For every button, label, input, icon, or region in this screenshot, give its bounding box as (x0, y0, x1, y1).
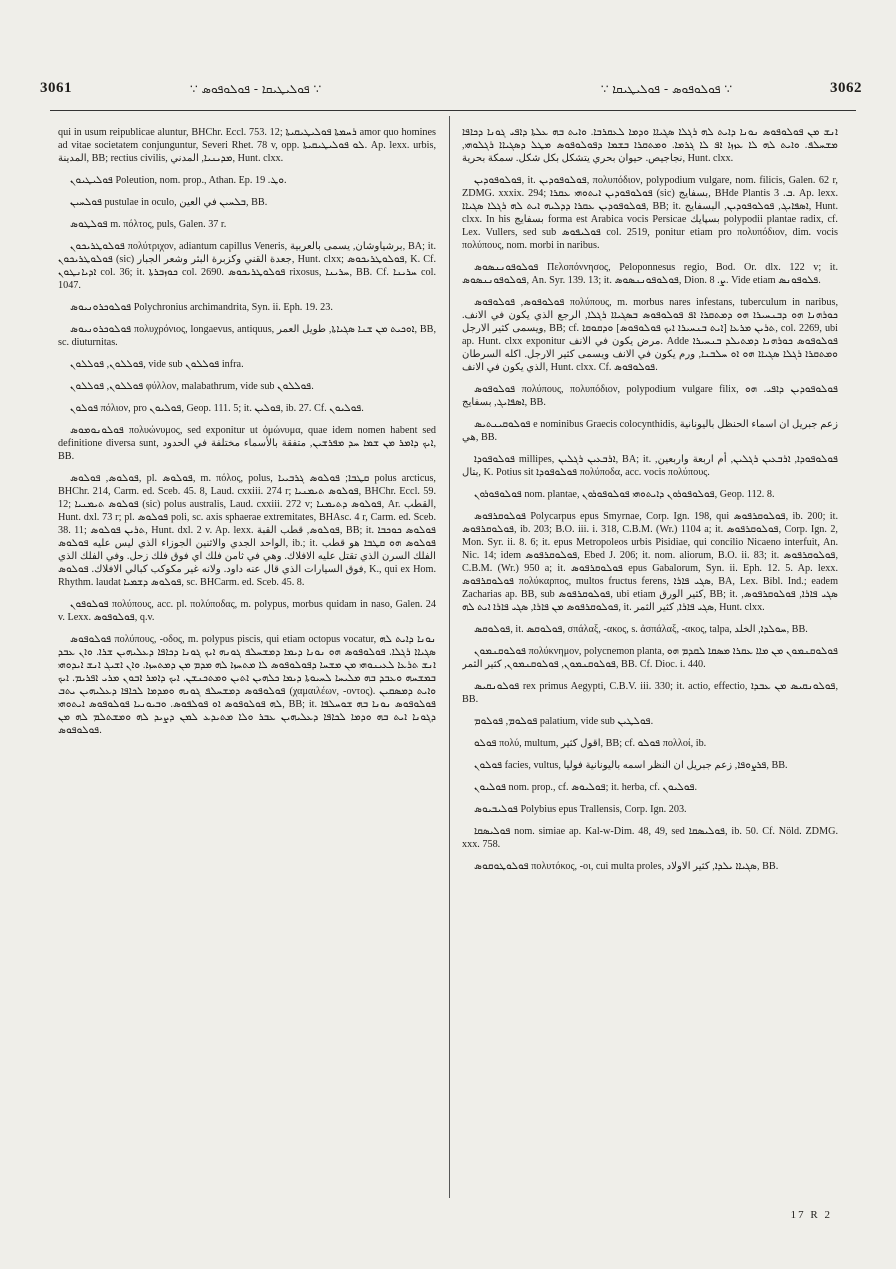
dictionary-entry: ܦܘܠܘܩܢܡܘܢ πολύκνημον, polycnemon planta, ܦܘܠܘܩܢܡܘܢ ܡܢ ܡܐܐ ܥܩܪܐ ܡܣܩܐ ܠܩܕܡ ܗܘ ܦܘܠܘܩܢܡܘܢ, ܦܘܠܘܩܢܡܘܢ, كثير الثمر, BB. Cf. Dioc. i. 440. (462, 646, 838, 670)
dictionary-entry: ܦܘܠܘܟܪܘܢܝܘܣ πολυχρόνιος, longaevus, antiquus, ܐܘܟܝܬ ܡܢ ܫܢܐ ܣܓܝܐܬܐ, طويل العمر, BB, sc. diuturnitas. (58, 324, 436, 348)
dictionary-entry: ܦܘܠܝܒܝܘܣ Polybius epus Trallensis, Corp. Ign. 203. (474, 804, 687, 815)
dictionary-entry: ܦܘܠܘܦܘܪܘܢ nom. plantae, ܦܘܠܘܦܘܪܘܢ ܕܐܝܬܘܗܝ ܦܘܠܘܦܘܪܘܢ, Geop. 112. 8. (474, 489, 775, 500)
dictionary-entry: ܦܘܠܘܦܘܣ, ܦܘܠܘܦܘܣ πολύπους, m. morbus nares infestans, tuberculum in naribus, ܟܘܪܗܢܐ ܗܘ ܕܒܢܚܝܪܐ ܗܘ ܕܡܬܩܪܐ ܐܦ ܦܘܠܘܦܘܣ ܒܣܓܝܐܐ ܪܓܠܐ, الرجع الذي يكون في الانف. ويسمى كثير الارجل, BB; cf. ܬܪܝܢ ܡܪܥܐ [ܐܝܬ ܒܢܚܝܪܐ ܐܝܟ ܦܘܠܘܦܘܣ] ܘܕܩܘܩܐ, col. 2269, ubi ap. Hunt. clxx exponitur مرض يكون في الانف. Adde ܦܘܠܘܦܘܣ ܟܘܪܗܢܐ ܕܡܬܝܠܕ ܒܢܚܝܪܐ ܘܡܬܩܪܐ ܪܓܠܐ ܣܓܝܐܐ ܗܘ ܐܘ ܚܠܒܢܐ, ورم يكون في الانف ويسمى كثير الارجل. اكله السرطان الذي يكون في الانف, Hunt. clxx. Cf. ܦܘܠܘܦܘܣ. (462, 297, 838, 373)
right-column (462, 126, 838, 1226)
dictionary-entry: ܦܘܠܘܩܪܦܘܣ Polycarpus epus Smyrnae, Corp. Ign. 198, qui ܦܘܠܘܩܪܦܘܣ, ib. 200; it. ܦܘܠܘܩܪܦܘܣ, ib. 203; B.O. iii. i. 318, C.B.M. (Wr.) 1104 a; it. ܦܘܠܘܩܪܦܘܣ, Corp. Ign. 2, Mon. Syr. ii. 8. 6; it. epus Metropoleos urbis Pisidiae, qui concilio Nicaeno interfuit, An. Nic. 14; idem ܦܘܠܘܩܪܦܘܣ, Ebed J. 206; it. nom. aliorum, B.O. ii. 83; it. ܦܘܠܘܩܪܦܘܣ, C.B.M. (Wr.) 950 a; it. ܦܘܠܘܩܪܦܘܣ epus Gabalorum, Syn. ii. Eph. 12. 5. Ap. lexx. ܦܘܠܘܩܪܦܘܣ πολύκαρπος, multos fructus ferens, ܣܓܝ ܦܐܪܐ, BA, Lex. Bibl. Ind.; eadem Zacharias ap. BB, sub ܦܘܠܘܩܪܦܘܣ, ubi etiam كثير الورق, BB; it. ܣܓܝ ܦܐܪܐ, ܦܘܠܘܩܪܦܘܣ, ܦܘܠܘܩܪܦܘܣ ܡܢ ܦܐܪܐ, ܣܓܝ ܦܐܪܐ ܐܝܬ ܠܗ, it. ܣܓܝ ܦܐܪܐ, كثير الثمر, Hunt. clxx. (462, 511, 838, 613)
dictionary-entry: qui in usum reipublicae aluntur, BHChr. Eccl. 753. 12; ܪܚܡܬܐ ܦܘܠܝܛܝܩܝܬܐ amor quo homines ad vitae societatem conjunguntur, Severi Rhet. 78 v, opp. ܠܘ ܦܘܠܝܛܝܩܝܬܐ. Ap. lexx. urbis, المدينة, BB; rectius civilis, ܡܕܝܢܝܐ, المدني, Hunt. clxx. (58, 127, 436, 164)
dictionary-entry: ܦܘܠܚܝܢ pustulae in oculo, ܒܠܚܝܢ في العين, BB. (70, 197, 268, 208)
dictionary-entry: ܦܘܠܘܩܝܢܬܝܣ e nominibus Graecis colocynthidis, زعم جبريل ان اسماء الحنظل باليونانية هي, BB. (462, 419, 838, 443)
dictionary-entry: ܦܘܠܘܩܣ, it. ܦܘܠܘܩܣ, σπάλαξ, -ακος, s. ἀσπάλαξ, -ακος, talpa, ܚܘܠܕܐ, الخلد, BB. (474, 624, 808, 635)
dictionary-entry: ܐܢܫ ܡܢ ܦܘܠܘܦܘܣ ܢܘܢܐ ܕܐܝܬ ܠܗ ܪܓܠܐ ܣܓܝܐܐ ܘܕܡܐ ܠܥܩܪܒܐ. ܘܐܝܬ ܒܗ ܥܠܬܐ ܕܐܦܝ ܓܘܢܐ ܕܟܐܦܐ ܡܫܚܠܦ. ܘܐܝܬ ܠܗ ܠܐ ܥܙܙܐ ܐܦ ܠܐ ܓܪܡܐ. ܘܡܬܩܪܐ ܒܫܡܐ ܕܦܘܠܘܦܘܣ ܡܛܠ ܕܣܓܝܐܐ ܪܓܠܘܗܝ, نجاجيص. حيوان بحري يتشكل بكل شكل. سمكة بحرية, Hunt. clxx. (462, 127, 838, 164)
dictionary-entry: ܦܘܠܘܛܘܩܘܣ πολυτόκος, -οι, cui multa proles, ܣܓܝܐܐ ܝܠܕܐ, كثير الاولاد, BB. (474, 861, 779, 872)
dictionary-entry: ܦܘܠܘܦܘܣ πολύπους, πολυπόδιον, polypodium vulgare filix, ܦܘܠܘܦܘܕܝܢ ܕܐܦܝ. ܗܘ ܐܣܦܐܝܓ, بسفايج, BB. (462, 384, 838, 408)
dictionary-entry: ܦܘܠܝܛܝܘܢ Poleution, nom. prop., Athan. Ep. ܘܛ. 19. (70, 175, 287, 186)
dictionary-entry: ܦܘܠܝܘܢ nom. prop., cf. ܦܘܠܝܘܣ; it. herba, cf. ܦܘܠܝܘܢ. (474, 782, 698, 793)
dictionary-entry: ܦܘܠܘܣ, ܦܘܠܘܣ, pl. ܦܘܠܘܣ, m. πόλος, polus, ܩܛܒܐ; ܦܘܠܘܣ ܓܪܒܝܝܐ polus arcticus, BHChr. 214, Carm. ed. Sceb. 45. 8, Laud. cxxiii. 274 r; ܦܘܠܘܣ ܬܝܡܢܝܐ, BHChr. Eccl. 59. 12; ܦܘܠܘܣ ܬܝܡܢܝܐ (sic) polus australis, Laud. cxxiii. 272 v; ܦܘܠܘܣ ܕܬܝܡܢܐ, Ar. القطب, Hunt. dxl. 73 r; pl. ܦܘܠܘܣ poli, sc. axis sphaerae extremitates, BHAsc. 4 r, Carm. ed. Sceb. 38. 11; ܬܪܝܢ ܦܘܠܘܣ, Hunt. dxl. 2 v. Ap. lexx. ܦܘܠܘܣ, قطب القبة, BB; it. ܦܘܠܘܣ ܟܘܟܒܐ الواحد الجدي والاثنين الجوزاء الذي ليس عليه ܦܘܠܘܣ, ib.; it. ܦܘܠܘܣ ܗܘ ܩܛܒܐ هو قطب الفلك السرن الذي تقتل عليه الافلاك. وهي في ثامن فلك اي فوق فلك زحل. وفي الفلك الذي فوق السيارات الذي قال عنه داود. ولانه غير مكوكب كبالي الافلاك. ܦܘܠܘܣ, K., qui ex Hom. Rhythm. laudat ܦܘܠܘܣ ܕܫܡܝܐ, sc. BHCarm. ed. Sceb. 45. 8. (58, 473, 436, 588)
left-column (58, 126, 436, 1226)
dictionary-entry: ܦܘܠܘܛܪܝܟܘܢ πολύτριχον, adiantum capillus Veneris, برشياوشان, يسمى بالعربية, BA; it. ܦܘܠܘܛܪܝܟܘܢ (sic) جعدة القني وكزبرة البئر وشعر الجبار, Hunt. clxx; ܦܘܠܘܛܪܝܟܘܣ, K. Cf. ܐܕܝܐܢܛܘܢ col. 36; it. ܟܘܙܒܪܬܐ col. 2690. ܦܘܠܘܛܪܝܟܘܣ rixosus, ܚܪܝܢܐ, BB. Cf. ܚܪܝܢܐ col. 1047. (58, 241, 436, 291)
dictionary-entry: ܦܘܠܘܢܘܡܘܣ πολυώνυμος, sed exponitur ut ὁμώνυμα, quae idem nomen habent sed definitione diversa sunt, ܐܝܟ ܕܐܡܪ ܡܢ ܫܡܐ ܚܕ ܡܦܪܫܝܢ, متفقة بالأسماء مختلفة في الحدود, BB. (58, 425, 436, 462)
column-divider (449, 116, 450, 1198)
dictionary-entry: ܦܘܠܘܦܘܕܐ millipes, ܐܪܒܥܝܢ ܪܓܠܝܢ, BA; it. ܦܘܠܘܦܘܕܐ, ܐܪܒܥܝܢ ܪܓܠܝܢ, أم اربعة واربعين, بتال, K. Potius sit ܦܘܠܘܦܘܕܐ πολύποδα, acc. vocis πολύπους. (462, 454, 838, 478)
dictionary-entry: ܦܘܠܘܟܪܘܢܝܘܣ Polychronius archimandrita, Syn. ii. Eph. 19. 23. (70, 302, 333, 313)
left-page-number: 3061 (40, 80, 72, 96)
dictionary-entry: ܦܘܠܘܦܘܕܝܢ, it. ܦܘܠܘܦܘܕܝܢ, πολυπόδιον, polypodium vulgare, nom. filicis, Galen. 62 r, ZDMG. xxxix. 294; ܦܘܠܘܦܘܕܝܢ ܐܝܬܘܗܝ ܥܩܪܐ (sic) بسفايج, BHde Plantis ܒ. 3. Ap. lexx. ܦܘܠܘܦܘܕܝܢ ܥܩܪܐ ܕܕܠܝܗ ܐܝܬ ܠܗ ܪܓܠܐ ܣܓܝܐܐ, BB; it. ܐܣܦܐܝܓ, ܦܘܠܘܦܘܕܝܢ, البسفايج, Hunt. clxx. In his بسفايج forma est Arabica vocis Persicae بسپايك polypodii plantae radix, cf. Lex. Vullers, sed sub ܦܘܠܝܦܘܣ col. 2519, ponitur etiam pro πολυπόδιον, dim. vocis πολύπους, nom. morbi in naribus. (462, 175, 838, 251)
dictionary-entry: ܦܘܠܘܢܩܝܣ rex primus Aegypti, C.B.V. iii. 330; it. actio, effectio, ܦܘܠܘܢܩܝܣ ܡܢ ܥܒܕܐ, BB. (462, 681, 838, 705)
printer-signature: 17 R 2 (790, 1209, 832, 1221)
right-running-title: ∵ ܦܘܠܘܦܘܣ - ܦܘܠܝܛܝܩܐ ∵ (600, 82, 732, 96)
dictionary-entry: ܦܘܠܘ πολύ, multum, اقول كثير, BB; cf. ܦܘܠܘ πολλοί, ib. (474, 738, 707, 749)
page-header (40, 80, 862, 104)
dictionary-entry: ܦܘܠܘܦܘܣ πολύπους, -οδος, m. polypus piscis, qui etiam octopus vocatur, ܢܘܢܐ ܕܐܝܬ ܠܗ ܣܓܝܐܐ ܪܓܠܐ. ܦܘܠܘܦܘܣ ܗܘ ܢܘܢܐ ܕܝܡܐ ܕܡܫܚܠܦ ܓܘܢܗ ܐܝܟ ܓܘܢܐ ܕܟܐܦܐ ܕܥܠܝܗܝܢ ܫܪܐ. ܘܐܢ ܥܒܕ ܐܢܫ ܬܪܥܐ ܠܥܝܢܘܗܝ ܡܢ ܡܫܚܐ ܕܦܘܠܘܦܘܣ ܠܐ ܡܬܚܙܐ ܠܗ ܡܕܡ ܡܢ ܕܡܬܚܙܐ. ܘܐܢ ܐܫܝܓ ܐܢܫ ܐܝܕܘܗܝ ܒܡܫܚܗ ܘܥܒܕ ܒܗ ܡܠܝܚܐ ܠܚܝܘܬܐ ܕܝܡܐ ܟܠܗܝܢ ܐܬܝܢ ܘܡܬܟܢܫܢ. ܐܝܟ ܕܐܡܪ ܐܒܘܢ ܡܪܝ ܐܦܪܝܡ. ܐܝܟ ܦܘܠܘܦܘܣ ܕܡܫܚܠܦ ܓܘܢܗ ܘܡܕܡܐ ܠܟܐܦܐ ܕܥܠܝܗܝܢ ܝܬܒ (χαμαιλέων, -οντος). ܘܐܝܬ ܕܡܣܩܝܢ ܠܗ ܦܘܠܘܦܘܣ ܐܘ ܦܘܠܦܘܣ. ܘܒܝܘܢܝܐ ܦܘܠܘܦܘܣ ܐܝܬܘܗܝ, BB; it. ܦܘܠܘܦܘܣ ܢܘܢܐ ܒܗ ܫܘܚܠܦܐ ܕܓܘܢܐ ܐܝܬ ܒܗ ܘܕܡܐ ܠܟܐܦܐ ܕܥܠܝܗܝܢ ܥܒܪ ܘܠܐ ܡܬܝܕܥ ܠܡܢ ܕܨܝܕ ܠܗ ܘܡܫܬܠܡ ܠܗ ܡܢ ܦܘܠܘܦܘܣ. (58, 634, 436, 736)
dictionary-entry: ܦܘܠܘܢ facies, vultus, ܦܪܨܘܦܐ, زعم جبريل ان النظر اسمه باليونانية فوليا, BB. (474, 760, 788, 771)
dictionary-entry: ܦܘܠܘܦܘܢ πολύπους, acc. pl. πολύποδας, m. polypus, morbus quidam in naso, Galen. 24 v. Lexx. ܦܘܠܘܦܘܣ, q.v. (58, 599, 436, 623)
dictionary-entry: ܦܘܠܘܦܘܢܢܣܘܣ Πελοπόννησος, Peloponnesus regio, Bod. Or. dlx. 122 v; it. ܦܘܠܘܦܘܢܢܣܘܣ, An. Syr. 139. 13; it. ܦܘܠܘܦܘܢܢܣܘܣ, Dion. ܨ. 8. Vide etiam ܦܠܘܦܘܢܣ. (462, 262, 838, 286)
dictionary-entry: ܦܘܠܘܡ, ܦܘܠܘܡ palatium, vide sub ܦܘܠܛܝܢ. (474, 716, 654, 727)
right-page-number: 3062 (830, 80, 862, 96)
dictionary-entry: ܦܘܠܠܘܢ, ܦܘܠܠܘܢ, vide sub ܦܘܠܠܘܢ infra. (70, 359, 244, 370)
dictionary-entry: ܦܘܠܠܘܢ, ܦܘܠܠܘܢ φύλλον, malabathrum, vide sub ܦܘܠܠܘܢ. (70, 381, 314, 392)
dictionary-entry: ܦܘܠܝܣܩܐ nom. simiae ap. Kal-w-Dim. 48, 49, sed ܦܘܠܝܣܩܐ, ib. 50. Cf. Nöld. ZDMG. xxx. 758. (462, 826, 838, 850)
dictionary-entry: ܦܘܠܛܘܣ m. πόλτος, puls, Galen. 37 r. (70, 219, 227, 230)
dictionary-entry: ܦܘܠܘܢ πόλιον, pro ܦܘܠܝܘܢ, Geop. 111. 5; it. ܦܘܠܝܢ, ib. 27. Cf. ܦܘܠܝܘܢ. (70, 403, 364, 414)
header-rule (50, 110, 856, 111)
left-running-title: ∵ ܦܘܠܝܛܝܩܐ - ܦܘܠܘܦܘܣ ∵ (190, 82, 322, 96)
